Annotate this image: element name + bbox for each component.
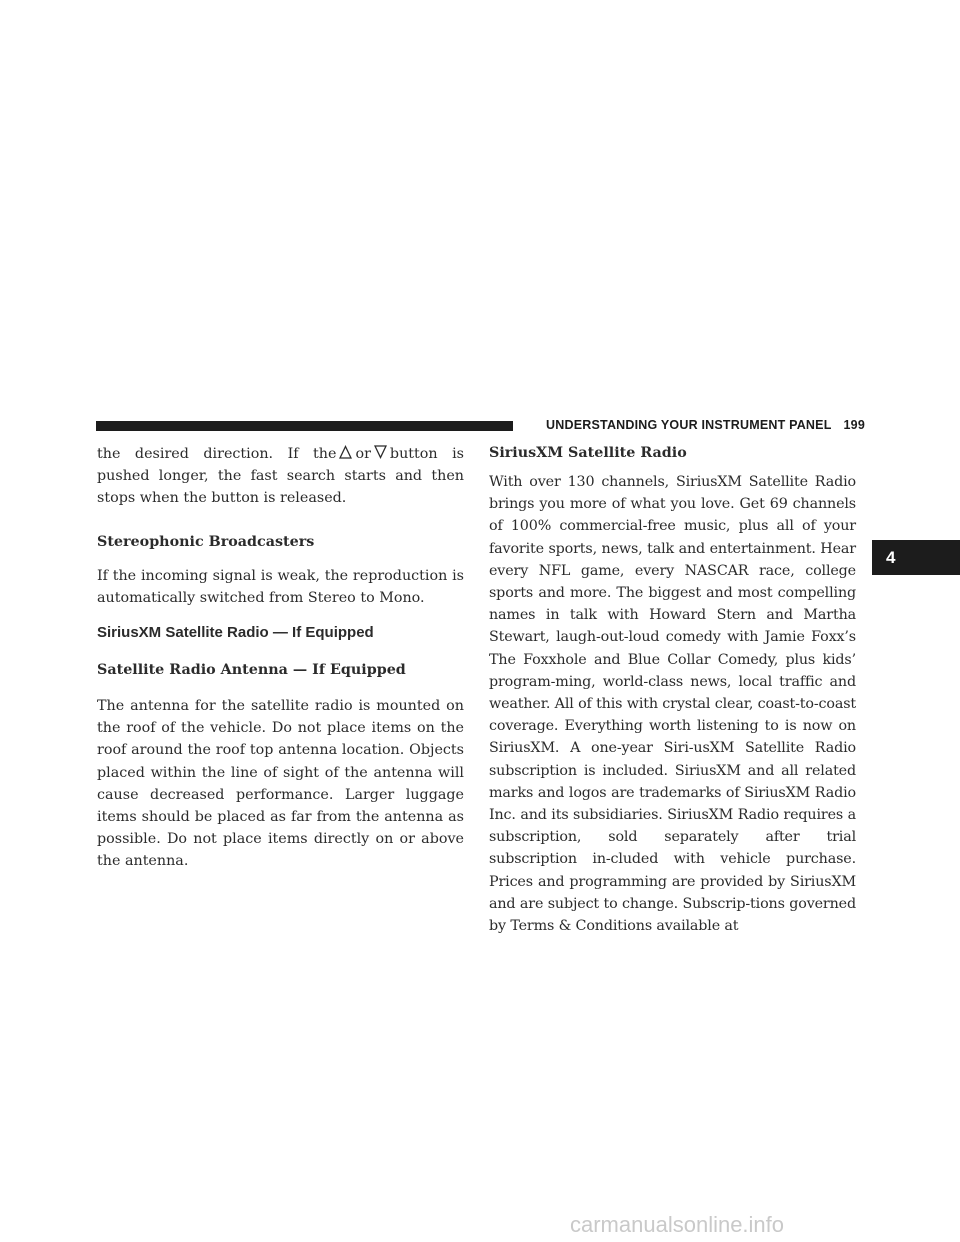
running-header <box>519 418 865 432</box>
triangle-down-outline-icon <box>374 445 387 459</box>
antenna-paragraph: The antenna for the satellite radio is mounted on the roof of the vehicle. Do not place items on the roof around the roof top antenna location. Objects placed within the line of sight of the antenna will cause decreased performance. Larger luggage items should be placed as far from the antenna as possible. Do not place items directly on or above the antenna. <box>97 698 464 870</box>
right-column <box>489 443 856 937</box>
siriusxm-heading: SiriusXM Satellite Radio <box>489 445 687 461</box>
antenna-heading: Satellite Radio Antenna — If Equipped <box>97 662 406 679</box>
left-column <box>97 443 464 873</box>
siriusxm-paragraph: With over 130 channels, SiriusXM Satellite Radio brings you more of what you love. Get 69 channels of 100% commercial-free music, plus all of your favorite sports, news, talk and entertainment. Hear every NFL game, every NASCAR race, college sports and more. The biggest and most compelling names in talk with Howard Stern and Martha Stewart, laugh-out-loud comedy with Jamie Foxx’s The Foxxhole and Blue Collar Comedy, plus kids’ program-ming, world-class news, local traffic and weather. All of this with crystal clear, coast-to-coast coverage. Everything worth listening to is now on SiriusXM. A one-year Siri-usXM Satellite Radio subscription is included. SiriusXM and all related marks and logos are trademarks of SiriusXM Radio Inc. and its subsidiaries. SiriusXM Radio requires a subscription, sold separately after trial subscription in-cluded with vehicle purchase. Prices and programming are provided by SiriusXM and are subject to change. Subscrip-tions governed by Terms & Conditions available at <box>489 474 856 935</box>
section-title: UNDERSTANDING YOUR INSTRUMENT PANEL <box>546 418 832 432</box>
chapter-tab: 4 <box>872 540 960 575</box>
stereo-paragraph: If the incoming signal is weak, the reproduction is automatically switched from Stereo to Mono. <box>97 567 464 606</box>
header-rule <box>96 421 513 431</box>
intro-paragraph <box>97 443 464 510</box>
intro-text-start: the desired direction. If the <box>97 446 337 462</box>
intro-text-or: or <box>355 446 371 462</box>
watermark: carmanualsonline.info <box>570 1212 785 1237</box>
intro-text-end: button is pushed longer, the fast search starts and then stops when the button is released. <box>97 446 465 507</box>
siriusxm-section-heading: SiriusXM Satellite Radio — If Equipped <box>97 624 374 642</box>
triangle-up-outline-icon <box>339 445 352 459</box>
page-number: 199 <box>843 418 865 432</box>
stereo-heading: Stereophonic Broadcasters <box>97 533 315 550</box>
